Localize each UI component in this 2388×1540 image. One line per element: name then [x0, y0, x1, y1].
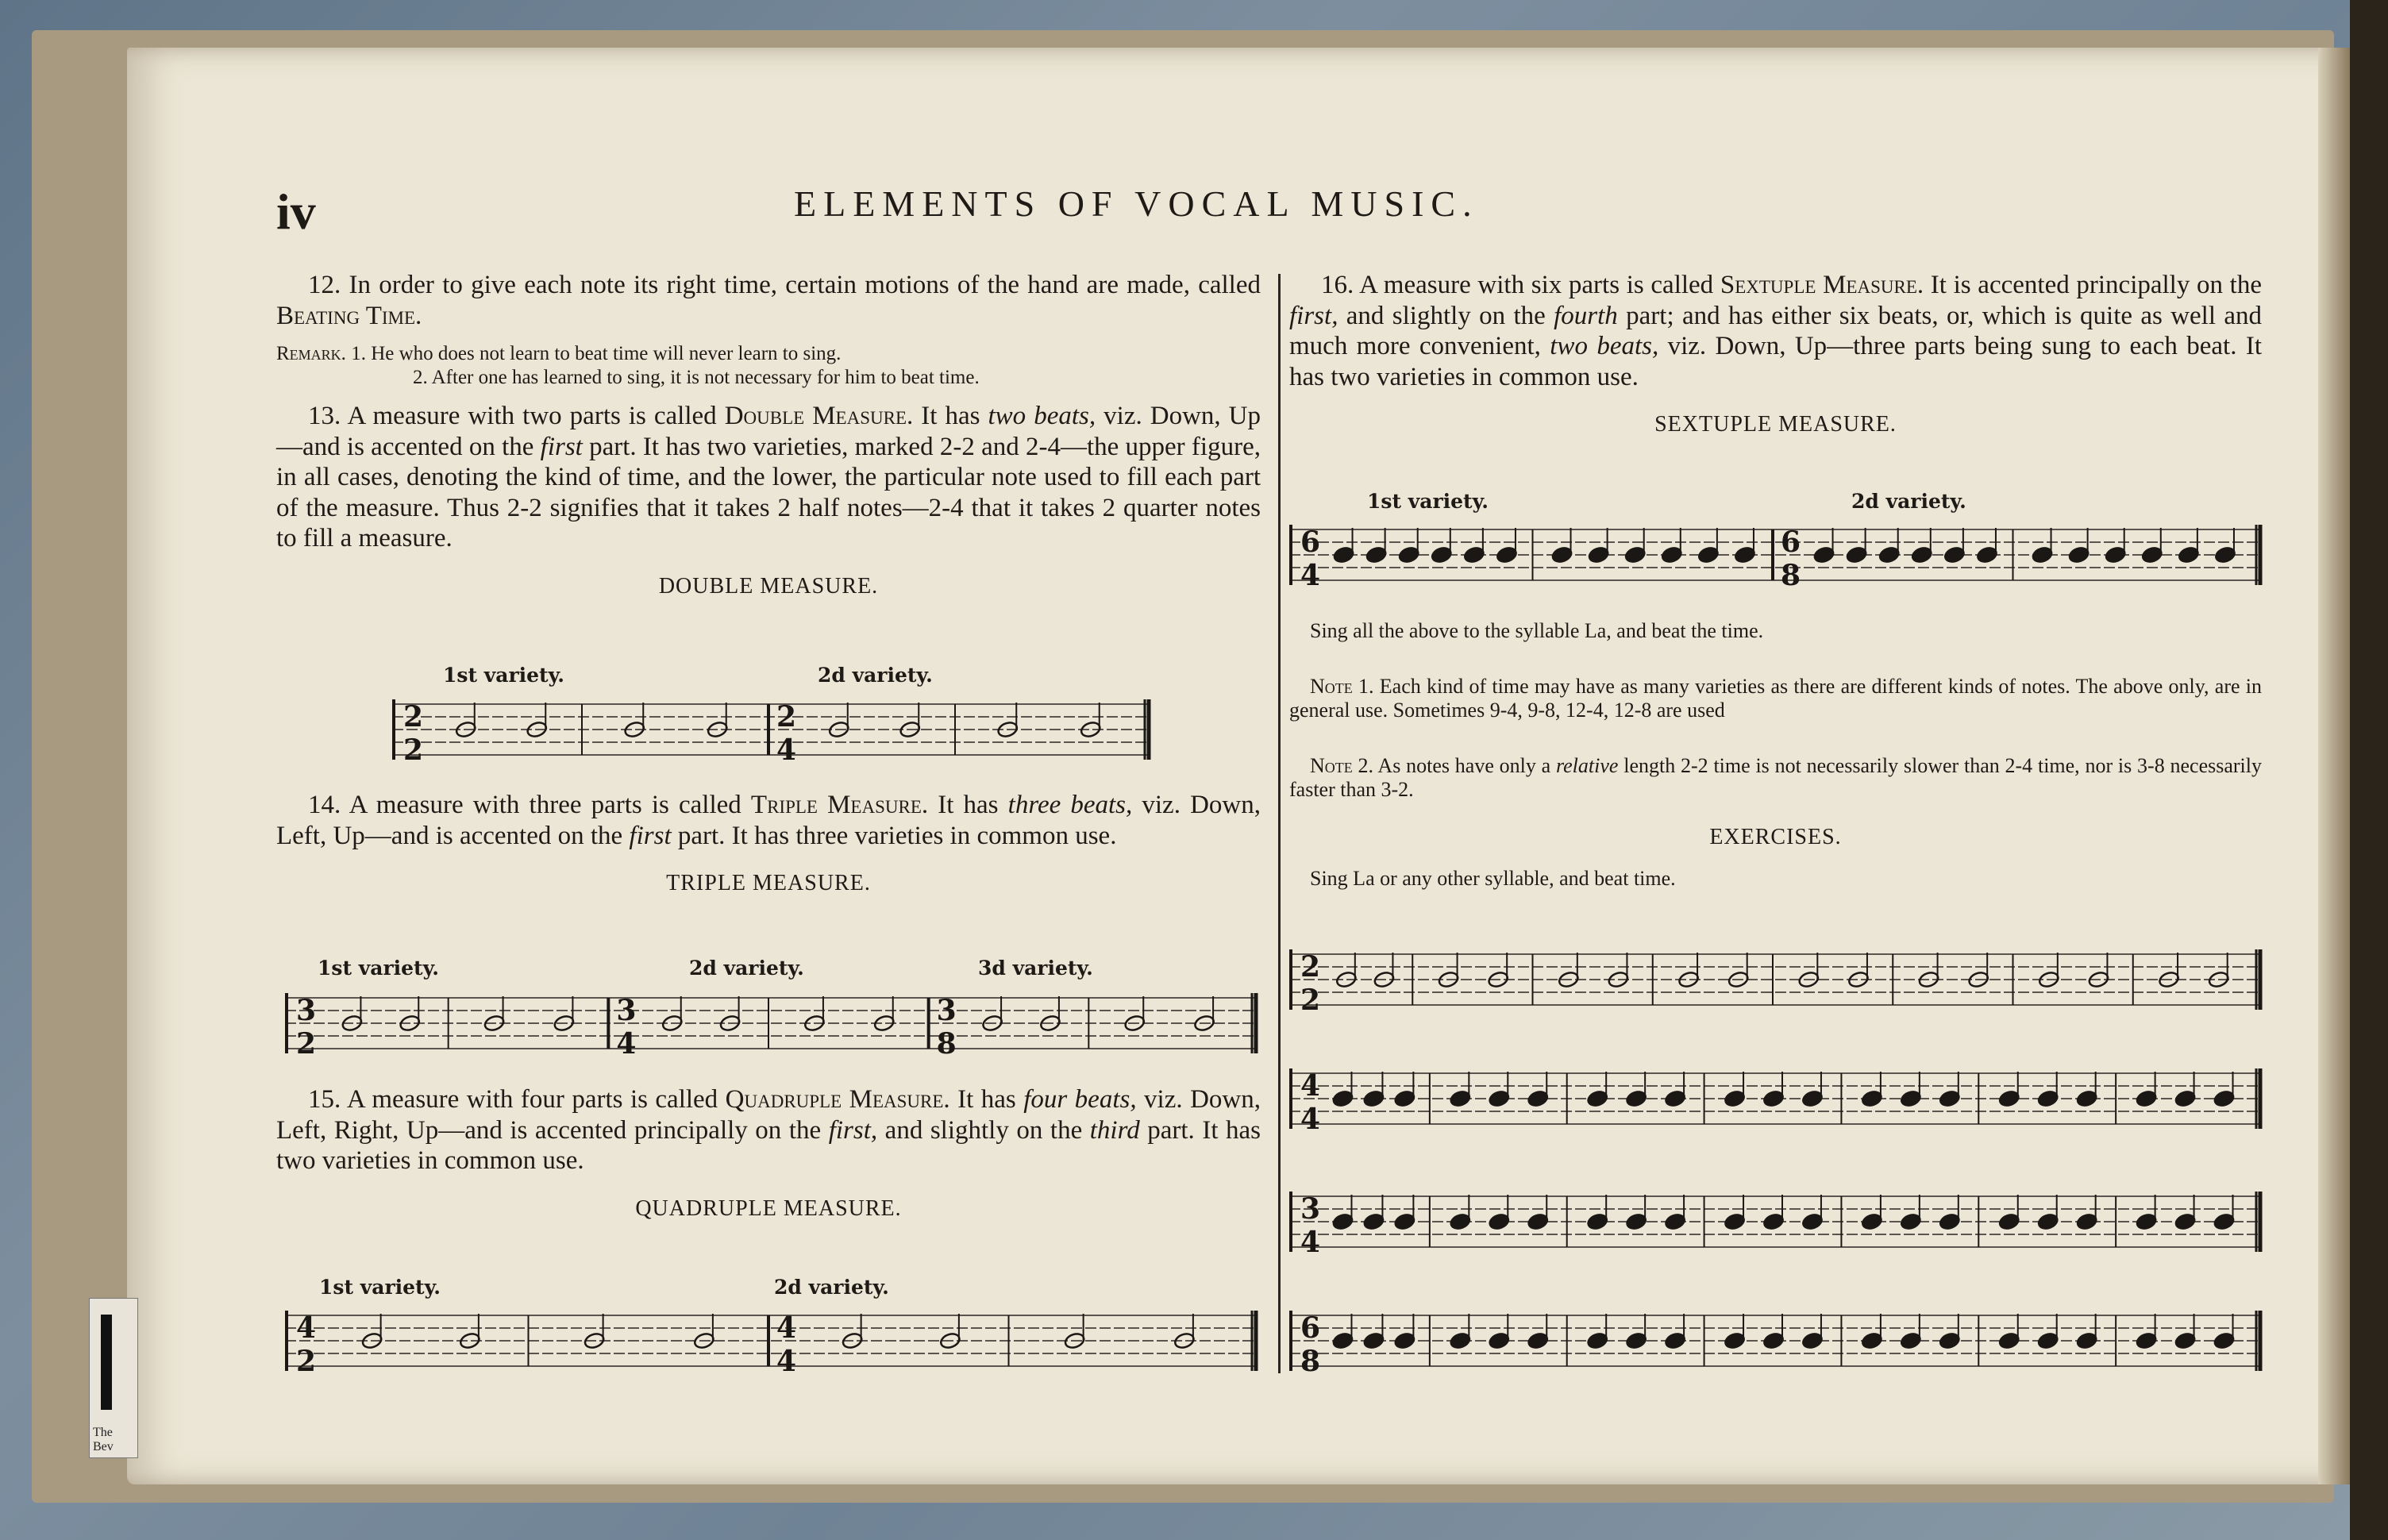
note-head: [1939, 1212, 1961, 1230]
note-head: [1762, 1331, 1785, 1349]
note-head: [2174, 1212, 2197, 1230]
time-signature-bottom: 8: [1781, 559, 1801, 592]
time-signature-bottom: 2: [1300, 984, 1321, 1016]
paragraph-15: [276, 1084, 1261, 1176]
remark-text: 2. After one has learned to sing, it is not necessary for him to beat time.: [413, 367, 980, 388]
time-signature-top: 6: [1300, 1311, 1321, 1345]
exercises-caption: EXERCISES.: [1709, 825, 1842, 849]
note-head: [1724, 1089, 1746, 1107]
note-label: Note 2.: [1310, 754, 1374, 777]
note-head: [1625, 1089, 1647, 1107]
note-head: [2136, 1331, 2158, 1349]
time-signature-bottom: 2: [296, 1345, 317, 1377]
barcode-bar: [101, 1315, 112, 1410]
note-head: [1801, 1212, 1824, 1230]
variety-label: 1st variety.: [443, 664, 564, 687]
time-signature-top: 3: [936, 994, 957, 1027]
time-signature-bottom: 4: [776, 733, 797, 766]
note-label: Note 1.: [1310, 675, 1374, 698]
note-head: [1734, 545, 1756, 564]
variety-label: 3d variety.: [978, 957, 1093, 980]
paragraph-number: 16.: [1321, 271, 1354, 299]
paragraph-14: [276, 790, 1261, 851]
note-head: [2174, 1089, 2197, 1107]
note-head: [1362, 1331, 1385, 1349]
note-head: [1527, 1331, 1549, 1349]
time-signature-bottom: 8: [936, 1027, 957, 1060]
time-signature-bottom: 4: [1300, 1226, 1321, 1258]
paragraph-text: . It has: [907, 402, 988, 430]
note-head: [1724, 1212, 1746, 1230]
column-divider: [1278, 274, 1281, 1373]
term: Quadruple Measure: [725, 1085, 944, 1114]
page-number: iv: [276, 183, 316, 240]
note-head: [1998, 1089, 2020, 1107]
note-head: [1976, 545, 1998, 564]
emphasis: relative: [1555, 754, 1619, 777]
variety-label: 2d variety.: [818, 664, 933, 687]
paragraph-13: [276, 401, 1261, 554]
note-head: [1664, 1089, 1686, 1107]
note-head: [2076, 1331, 2098, 1349]
note-head: [1664, 1212, 1686, 1230]
note-head: [1393, 1212, 1415, 1230]
time-signature-top: 2: [776, 700, 797, 733]
exercise-staff-1: [1286, 937, 2263, 1016]
note-head: [1998, 1331, 2020, 1349]
note-head: [1661, 545, 1683, 564]
note-head: [1664, 1331, 1686, 1349]
time-signature-top: 2: [403, 700, 424, 733]
note-1: [1289, 675, 2262, 722]
note-head: [1911, 545, 1933, 564]
note-head: [2141, 545, 2163, 564]
paragraph-number: 12.: [308, 271, 341, 299]
exercise-staff-3: [1286, 1179, 2263, 1258]
paragraph-text: part. It has two varieties in common use.: [276, 1115, 1261, 1175]
library-label-line: Bev: [93, 1440, 114, 1453]
right-notes: [1289, 619, 2262, 902]
time-signature-bottom: 2: [403, 733, 424, 766]
emphasis: first: [540, 432, 583, 461]
note-head: [1586, 1089, 1608, 1107]
paragraph-number: 13.: [308, 402, 341, 430]
paragraph-12: [276, 270, 1261, 331]
remark-label: Remark.: [276, 343, 346, 364]
note-head: [1939, 1089, 1961, 1107]
note-head: [1393, 1089, 1415, 1107]
note-head: [1527, 1089, 1549, 1107]
variety-label: 2d variety.: [1851, 490, 1966, 513]
sing-note: Sing all the above to the syllable La, and beat the time.: [1310, 619, 1764, 642]
left-column-low: [276, 1084, 1261, 1242]
note-head: [1431, 545, 1453, 564]
note-head: [1624, 545, 1647, 564]
paragraph-text: . It is accented principally on the: [1916, 271, 2262, 299]
left-column-mid: [276, 790, 1261, 917]
time-signature-top: 4: [296, 1311, 317, 1345]
note-head: [1362, 1212, 1385, 1230]
note-head: [2068, 545, 2090, 564]
paragraph-number: 15.: [308, 1085, 341, 1114]
time-signature-top: 4: [776, 1311, 797, 1345]
note-head: [1449, 1331, 1471, 1349]
note-head: [2174, 1331, 2197, 1349]
note-head: [1488, 1212, 1510, 1230]
note-head: [2105, 545, 2127, 564]
note-head: [2178, 545, 2200, 564]
emphasis: three beats,: [1007, 791, 1133, 819]
note-head: [1588, 545, 1610, 564]
note-head: [1846, 545, 1868, 564]
time-signature-bottom: 8: [1300, 1345, 1321, 1377]
note-head: [1813, 545, 1835, 564]
term: Double Measure: [724, 402, 907, 430]
time-signature-bottom: 4: [1300, 1103, 1321, 1135]
time-signature-top: 6: [1781, 526, 1801, 559]
note-head: [1939, 1331, 1961, 1349]
exercise-staff-2: [1286, 1056, 2263, 1135]
paragraph-text: A measure with three parts is called: [349, 791, 751, 819]
time-signature-top: 3: [296, 994, 317, 1027]
paragraph-text: part; and has either six beats, or, which is quite as well and much more convenient,: [1289, 301, 2262, 360]
double-measure-caption: DOUBLE MEASURE.: [658, 573, 879, 599]
time-signature-top: 3: [616, 994, 637, 1027]
page-gutter: [2318, 48, 2350, 1484]
exercise-staff-4: [1286, 1298, 2263, 1377]
note-head: [1724, 1331, 1746, 1349]
time-signature-top: 6: [1300, 526, 1321, 559]
triple-measure-caption: TRIPLE MEASURE.: [666, 871, 871, 895]
time-signature-top: 2: [1300, 950, 1321, 984]
double-measure-staff: [389, 687, 1151, 766]
emphasis: third: [1089, 1115, 1140, 1145]
note-head: [1900, 1089, 1922, 1107]
right-column: [1289, 270, 2262, 458]
note-head: [1878, 545, 1901, 564]
note-head: [2136, 1212, 2158, 1230]
note-head: [2076, 1089, 2098, 1107]
note-head: [2076, 1212, 2098, 1230]
paragraph-text: A measure with four parts is called: [346, 1085, 726, 1114]
emphasis: first,: [828, 1115, 878, 1145]
emphasis: four beats,: [1023, 1085, 1137, 1114]
term: Beating Time: [276, 301, 416, 330]
note-head: [1762, 1212, 1785, 1230]
note-head: [1586, 1212, 1608, 1230]
note-head: [1331, 1212, 1354, 1230]
note-head: [1393, 1331, 1415, 1349]
note-text: As notes have only a: [1377, 754, 1556, 777]
note-head: [1488, 1089, 1510, 1107]
note-head: [1586, 1331, 1608, 1349]
running-head: ELEMENTS OF VOCAL MUSIC.: [794, 183, 1479, 224]
note-head: [1362, 1089, 1385, 1107]
note-head: [1496, 545, 1518, 564]
note-head: [2214, 545, 2236, 564]
note-head: [1861, 1089, 1883, 1107]
note-head: [1697, 545, 1720, 564]
variety-label: 2d variety.: [689, 957, 804, 980]
note-head: [1762, 1089, 1785, 1107]
paragraph-text: . It has: [921, 791, 1008, 819]
variety-label: 1st variety.: [318, 957, 439, 980]
paragraph-text: and slightly on the: [877, 1115, 1090, 1145]
paragraph-text: viz. Down, Up—and is accented on the: [276, 402, 1261, 461]
left-column: [276, 270, 1261, 619]
paragraph-text: viz. Down, Up—three parts being sung to each beat. It has two varieties in common use.: [1289, 332, 2262, 391]
term: Sextuple Measure: [1720, 271, 1917, 299]
remark-line: [276, 342, 1261, 366]
emphasis: two beats,: [988, 402, 1096, 430]
note-head: [1527, 1212, 1549, 1230]
note-head: [1398, 545, 1420, 564]
note-head: [1943, 545, 1966, 564]
note-head: [1861, 1331, 1883, 1349]
note-text: Each kind of time may have as many varieties as there are different kinds of notes. The above only, are in general use. Sometimes 9-4, 9-8, 12-4, 12-8 are used: [1289, 675, 2263, 722]
quadruple-measure-caption: QUADRUPLE MEASURE.: [635, 1195, 902, 1221]
note-head: [2213, 1212, 2236, 1230]
variety-label: 1st variety.: [319, 1276, 441, 1299]
paragraph-16: [1289, 270, 2262, 392]
variety-label: 1st variety.: [1367, 490, 1489, 513]
paragraph-text: viz. Down, Left, Right, Up—and is accented principally on the: [276, 1085, 1261, 1145]
paragraph-number: 14.: [308, 791, 341, 819]
library-label: [89, 1298, 138, 1458]
paragraph-text: In order to give each note its right time, certain motions of the hand are made, called: [349, 271, 1261, 299]
paragraph-text: A measure with six parts is called: [1359, 271, 1720, 299]
note-head: [1625, 1212, 1647, 1230]
note-head: [1331, 1331, 1354, 1349]
paragraph-text: .: [415, 301, 422, 330]
note-head: [1801, 1089, 1824, 1107]
note-head: [1333, 545, 1355, 564]
note-head: [1900, 1212, 1922, 1230]
note-text: length 2-2 time is not necessarily slower than 2-4 time, nor is 3-8 necessarily faster than 3-2.: [1289, 754, 2262, 801]
note-head: [2037, 1331, 2059, 1349]
note-head: [2037, 1089, 2059, 1107]
paragraph-text: part. It has three varieties in common use.: [671, 821, 1117, 850]
time-signature-bottom: 4: [616, 1027, 637, 1060]
sextuple-measure-staff: [1286, 512, 2263, 599]
note-head: [1900, 1331, 1922, 1349]
note-head: [2037, 1212, 2059, 1230]
paragraph-text: viz. Down, Left, Up—and is accented on the: [276, 791, 1261, 850]
note-head: [1449, 1212, 1471, 1230]
note-head: [1488, 1331, 1510, 1349]
note-head: [1861, 1212, 1883, 1230]
paragraph-text: part. It has two varieties, marked 2-2 and 2-4—the upper figure, in all cases, denoting the kind of time, and the lower, the particular note used to fill each part of the measure. Thus 2-2 signifies that it takes 2 half notes—2-4 that it takes 2 quarter notes to fill a measure.: [276, 432, 1261, 552]
note-head: [1801, 1331, 1824, 1349]
time-signature-bottom: 4: [776, 1345, 797, 1377]
paragraph-text: and slightly on the: [1338, 301, 1554, 330]
emphasis: two beats,: [1550, 332, 1659, 360]
time-signature-top: 3: [1300, 1192, 1321, 1226]
variety-label: 2d variety.: [774, 1276, 889, 1299]
quadruple-measure-staff: [282, 1298, 1258, 1377]
sextuple-measure-caption: SEXTUPLE MEASURE.: [1654, 412, 1897, 437]
emphasis: fourth: [1554, 301, 1618, 330]
note-head: [1998, 1212, 2020, 1230]
time-signature-top: 4: [1300, 1069, 1321, 1103]
time-signature-bottom: 4: [1300, 559, 1321, 592]
term: Triple Measure: [750, 791, 922, 819]
note-head: [1625, 1331, 1647, 1349]
note-head: [2136, 1089, 2158, 1107]
exercises-note: Sing La or any other syllable, and beat time.: [1310, 867, 1676, 890]
note-head: [2032, 545, 2054, 564]
triple-measure-staff: [282, 980, 1258, 1060]
emphasis: first,: [1289, 301, 1338, 330]
paragraph-text: . It has: [943, 1085, 1024, 1114]
time-signature-bottom: 2: [296, 1027, 317, 1060]
note-head: [1331, 1089, 1354, 1107]
note-head: [1551, 545, 1573, 564]
library-label-line: The: [93, 1426, 113, 1439]
paragraph-text: A measure with two parts is called: [347, 402, 725, 430]
note-2: [1289, 754, 2262, 802]
remark-text: 1. He who does not learn to beat time will never learn to sing.: [351, 343, 842, 364]
note-head: [1365, 545, 1388, 564]
emphasis: first: [629, 821, 672, 850]
library-label-text: [93, 1426, 114, 1454]
note-head: [2213, 1331, 2236, 1349]
remark: [276, 342, 1261, 390]
note-head: [1463, 545, 1485, 564]
note-head: [1449, 1089, 1471, 1107]
note-head: [2213, 1089, 2236, 1107]
